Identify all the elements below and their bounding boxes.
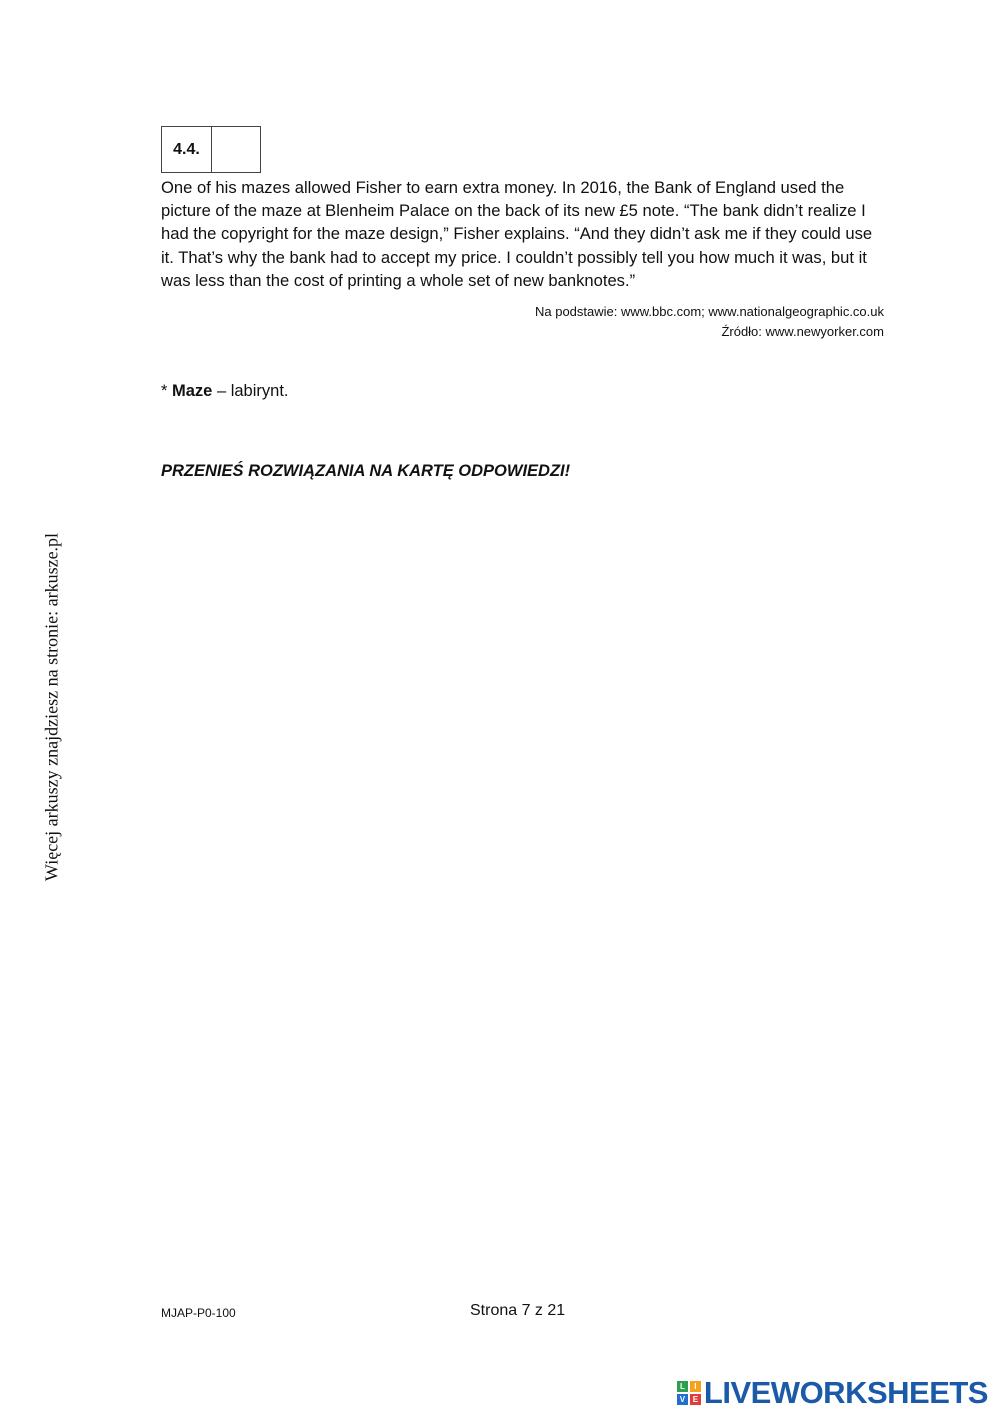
footer-page-number: Strona 7 z 21	[470, 1302, 566, 1319]
task-number: 4.4.	[162, 127, 212, 172]
footnote-term: Maze	[172, 382, 213, 400]
task-score-cell	[212, 127, 260, 172]
live-block-v: V	[677, 1394, 688, 1405]
footnote	[161, 382, 289, 401]
live-block-i: I	[690, 1381, 701, 1392]
footnote-definition: – labirynt.	[212, 382, 289, 400]
liveworksheets-logo	[677, 1375, 988, 1411]
footer-exam-code: MJAP-P0-100	[161, 1306, 236, 1320]
sources	[535, 302, 884, 342]
live-blocks-icon	[677, 1381, 701, 1405]
live-block-e: E	[690, 1394, 701, 1405]
source-based-on: Na podstawie: www.bbc.com; www.nationalgeographic.co.uk	[534, 304, 884, 319]
liveworksheets-wordmark: LIVEWORKSHEETS	[703, 1375, 988, 1410]
side-watermark-text: Więcej arkuszy znajdziesz na stronie: arkusze.pl	[41, 532, 62, 882]
task-number-box	[161, 126, 261, 173]
reading-passage: One of his mazes allowed Fisher to earn extra money. In 2016, the Bank of England used the picture of the maze at Blenheim Palace on the back of its new £5 note. “The bank didn’t realize I had the copyright for the maze design,” Fisher explains. “And they didn’t ask me if they could use it. That’s why the bank had to accept my price. I couldn’t possibly tell you how much it was, but it was less than the cost of printing a whole set of new banknotes.”	[161, 178, 873, 290]
live-block-l: L	[677, 1381, 688, 1392]
footnote-marker: *	[161, 382, 173, 400]
transfer-instruction: PRZENIEŚ ROZWIĄZANIA NA KARTĘ ODPOWIEDZI!	[161, 462, 571, 480]
source-origin: Źródło: www.newyorker.com	[721, 324, 884, 339]
